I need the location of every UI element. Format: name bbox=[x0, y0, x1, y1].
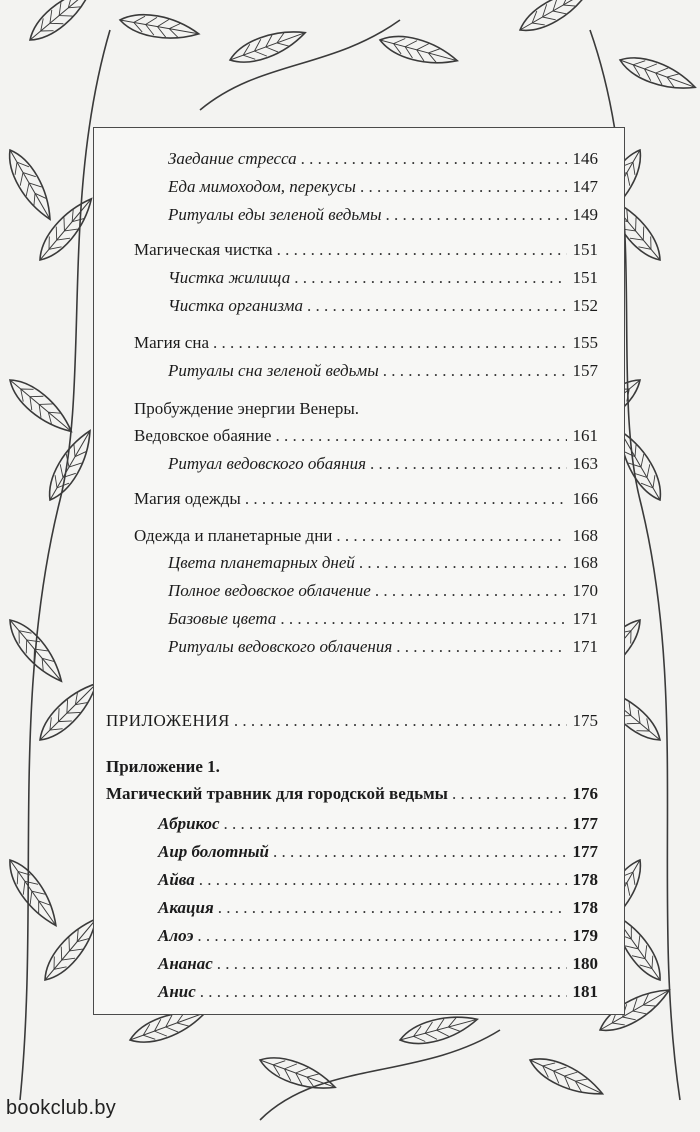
toc-entry-page: 180 bbox=[572, 954, 598, 973]
toc-entry-title: Айва bbox=[158, 870, 195, 889]
toc-leader-dots bbox=[294, 267, 566, 289]
toc-entry bbox=[158, 897, 598, 919]
toc-entry-page: 166 bbox=[572, 489, 598, 508]
toc-leader-dots bbox=[199, 869, 567, 891]
toc-leader-dots bbox=[234, 710, 567, 732]
toc-entry bbox=[168, 453, 598, 475]
toc-entry-page: 178 bbox=[572, 898, 598, 917]
toc-entry bbox=[106, 783, 598, 805]
toc-entry bbox=[168, 267, 598, 289]
leaf-icon bbox=[515, 0, 595, 39]
watermark: bookclub.by bbox=[6, 1097, 117, 1119]
toc-entry-page: 179 bbox=[572, 926, 598, 945]
toc-leader-dots bbox=[385, 204, 566, 226]
toc-entry-page: 168 bbox=[572, 553, 598, 572]
toc-leader-dots bbox=[307, 295, 567, 317]
toc-leader-dots bbox=[370, 453, 567, 475]
toc-entry-page: 168 bbox=[572, 526, 598, 545]
toc-entry-page: 147 bbox=[572, 177, 598, 196]
toc-leader-dots bbox=[360, 176, 567, 198]
toc-entry-page: 163 bbox=[572, 454, 598, 473]
toc-entry bbox=[168, 360, 598, 382]
toc-entry bbox=[168, 204, 598, 226]
leaf-icon bbox=[526, 1050, 607, 1103]
toc-leader-dots bbox=[273, 841, 566, 863]
toc-entry-page: 151 bbox=[572, 268, 598, 287]
toc-entry-title: Магия одежды bbox=[134, 489, 241, 508]
toc-entry-title: Магия сна bbox=[134, 333, 209, 352]
toc-entry-page: 151 bbox=[572, 240, 598, 259]
toc-entry-title: Приложение 1. bbox=[106, 757, 220, 776]
toc-entry-title: Абрикос bbox=[158, 814, 220, 833]
toc-entry bbox=[168, 580, 598, 602]
toc-entry-title: Аир болотный bbox=[158, 842, 270, 861]
toc-entry bbox=[168, 636, 598, 658]
toc-entry-page: 157 bbox=[572, 361, 598, 380]
toc-entry bbox=[158, 925, 598, 947]
toc-leader-dots bbox=[396, 636, 566, 658]
toc-entry-page: 152 bbox=[572, 296, 598, 315]
toc-entry-page: 181 bbox=[572, 982, 598, 1001]
toc-entry-title: Магическая чистка bbox=[134, 240, 273, 259]
toc-entry bbox=[168, 148, 598, 170]
toc-leader-dots bbox=[301, 148, 567, 170]
toc-entry-title: Чистка организма bbox=[168, 296, 303, 315]
toc-entry-title: Пробуждение энергии Венеры. bbox=[134, 399, 360, 418]
toc-entry bbox=[168, 295, 598, 317]
toc-entry-title: Полное ведовское облачение bbox=[168, 581, 371, 600]
toc-entry-title: Еда мимоходом, перекусы bbox=[168, 177, 356, 196]
toc-panel bbox=[93, 127, 625, 1015]
toc-entry bbox=[106, 756, 598, 778]
toc-leader-dots bbox=[245, 488, 567, 510]
toc-entry-title: Акация bbox=[158, 898, 214, 917]
toc-entry bbox=[158, 869, 598, 891]
leaf-icon bbox=[1, 145, 59, 225]
toc-entry-title: Ведовское обаяние bbox=[134, 426, 272, 445]
toc-entry-title: Чистка жилища bbox=[168, 268, 291, 287]
toc-leader-dots bbox=[383, 360, 567, 382]
toc-entry-title: Одежда и планетарные дни bbox=[134, 526, 333, 545]
toc-leader-dots bbox=[452, 783, 567, 805]
toc-entry-page: 146 bbox=[572, 149, 598, 168]
toc-entry-page: 171 bbox=[572, 609, 598, 628]
toc-entry-page: 171 bbox=[572, 637, 598, 656]
toc-entry-page: 177 bbox=[572, 814, 598, 833]
toc-entry bbox=[168, 608, 598, 630]
toc-entry bbox=[134, 239, 598, 261]
toc-entry-page: 149 bbox=[572, 205, 598, 224]
toc-entry-title: Заедание стресса bbox=[168, 149, 297, 168]
toc-entry-page: 161 bbox=[572, 426, 598, 445]
toc-leader-dots bbox=[280, 608, 566, 630]
toc-leader-dots bbox=[375, 580, 567, 602]
toc-leader-dots bbox=[197, 925, 566, 947]
toc-leader-dots bbox=[275, 425, 566, 447]
toc-leader-dots bbox=[277, 239, 567, 261]
toc-entry bbox=[158, 981, 598, 1003]
leaf-icon bbox=[226, 23, 308, 70]
leaf-icon bbox=[1, 854, 64, 932]
toc-entry bbox=[158, 953, 598, 975]
toc-entry-page: 170 bbox=[572, 581, 598, 600]
toc-entry bbox=[134, 488, 598, 510]
toc-entry bbox=[158, 841, 598, 863]
toc-entry bbox=[134, 425, 598, 447]
toc-entry bbox=[134, 398, 598, 420]
leaf-icon bbox=[397, 1009, 480, 1050]
leaf-icon bbox=[256, 1050, 338, 1097]
toc-entry-title: Цвета планетарных дней bbox=[168, 553, 355, 572]
toc-entry bbox=[134, 525, 598, 547]
toc-entry-page: 155 bbox=[572, 333, 598, 352]
toc-entry bbox=[158, 813, 598, 835]
toc-entry-title: Базовые цвета bbox=[168, 609, 277, 628]
toc-entry-title: Ритуал ведовского обаяния bbox=[168, 454, 366, 473]
toc-entry-title: Анис bbox=[158, 982, 196, 1001]
leaf-icon bbox=[616, 50, 698, 97]
toc-entry-title: ПРИЛОЖЕНИЯ bbox=[106, 711, 230, 730]
leaf-icon bbox=[32, 192, 100, 267]
toc-entry bbox=[134, 332, 598, 354]
toc-entry bbox=[168, 176, 598, 198]
toc-entry-page: 176 bbox=[572, 784, 598, 803]
toc-entry-title: Магический травник для городской ведьмы bbox=[106, 784, 448, 803]
leaf-icon bbox=[118, 10, 200, 45]
leaf-icon bbox=[377, 30, 460, 71]
leaf-icon bbox=[23, 0, 98, 48]
toc-entry bbox=[106, 710, 598, 732]
toc-entry-title: Ритуалы еды зеленой ведьмы bbox=[168, 205, 382, 224]
toc-leader-dots bbox=[359, 552, 567, 574]
toc-leader-dots bbox=[224, 813, 567, 835]
toc-leader-dots bbox=[336, 525, 566, 547]
toc-entry-title: Ритуалы ведовского облачения bbox=[168, 637, 393, 656]
toc-entry-page: 178 bbox=[572, 870, 598, 889]
toc-entry-page: 175 bbox=[572, 711, 598, 730]
toc-entry-title: Ритуалы сна зеленой ведьмы bbox=[168, 361, 379, 380]
toc-entry-title: Алоэ bbox=[158, 926, 194, 945]
toc-entry-title: Ананас bbox=[158, 954, 213, 973]
toc-entry bbox=[168, 552, 598, 574]
toc-leader-dots bbox=[218, 897, 567, 919]
toc-leader-dots bbox=[200, 981, 567, 1003]
toc-leader-dots bbox=[213, 332, 567, 354]
toc-entry-page: 177 bbox=[572, 842, 598, 861]
leaf-icon bbox=[3, 372, 78, 440]
toc-leader-dots bbox=[217, 953, 567, 975]
